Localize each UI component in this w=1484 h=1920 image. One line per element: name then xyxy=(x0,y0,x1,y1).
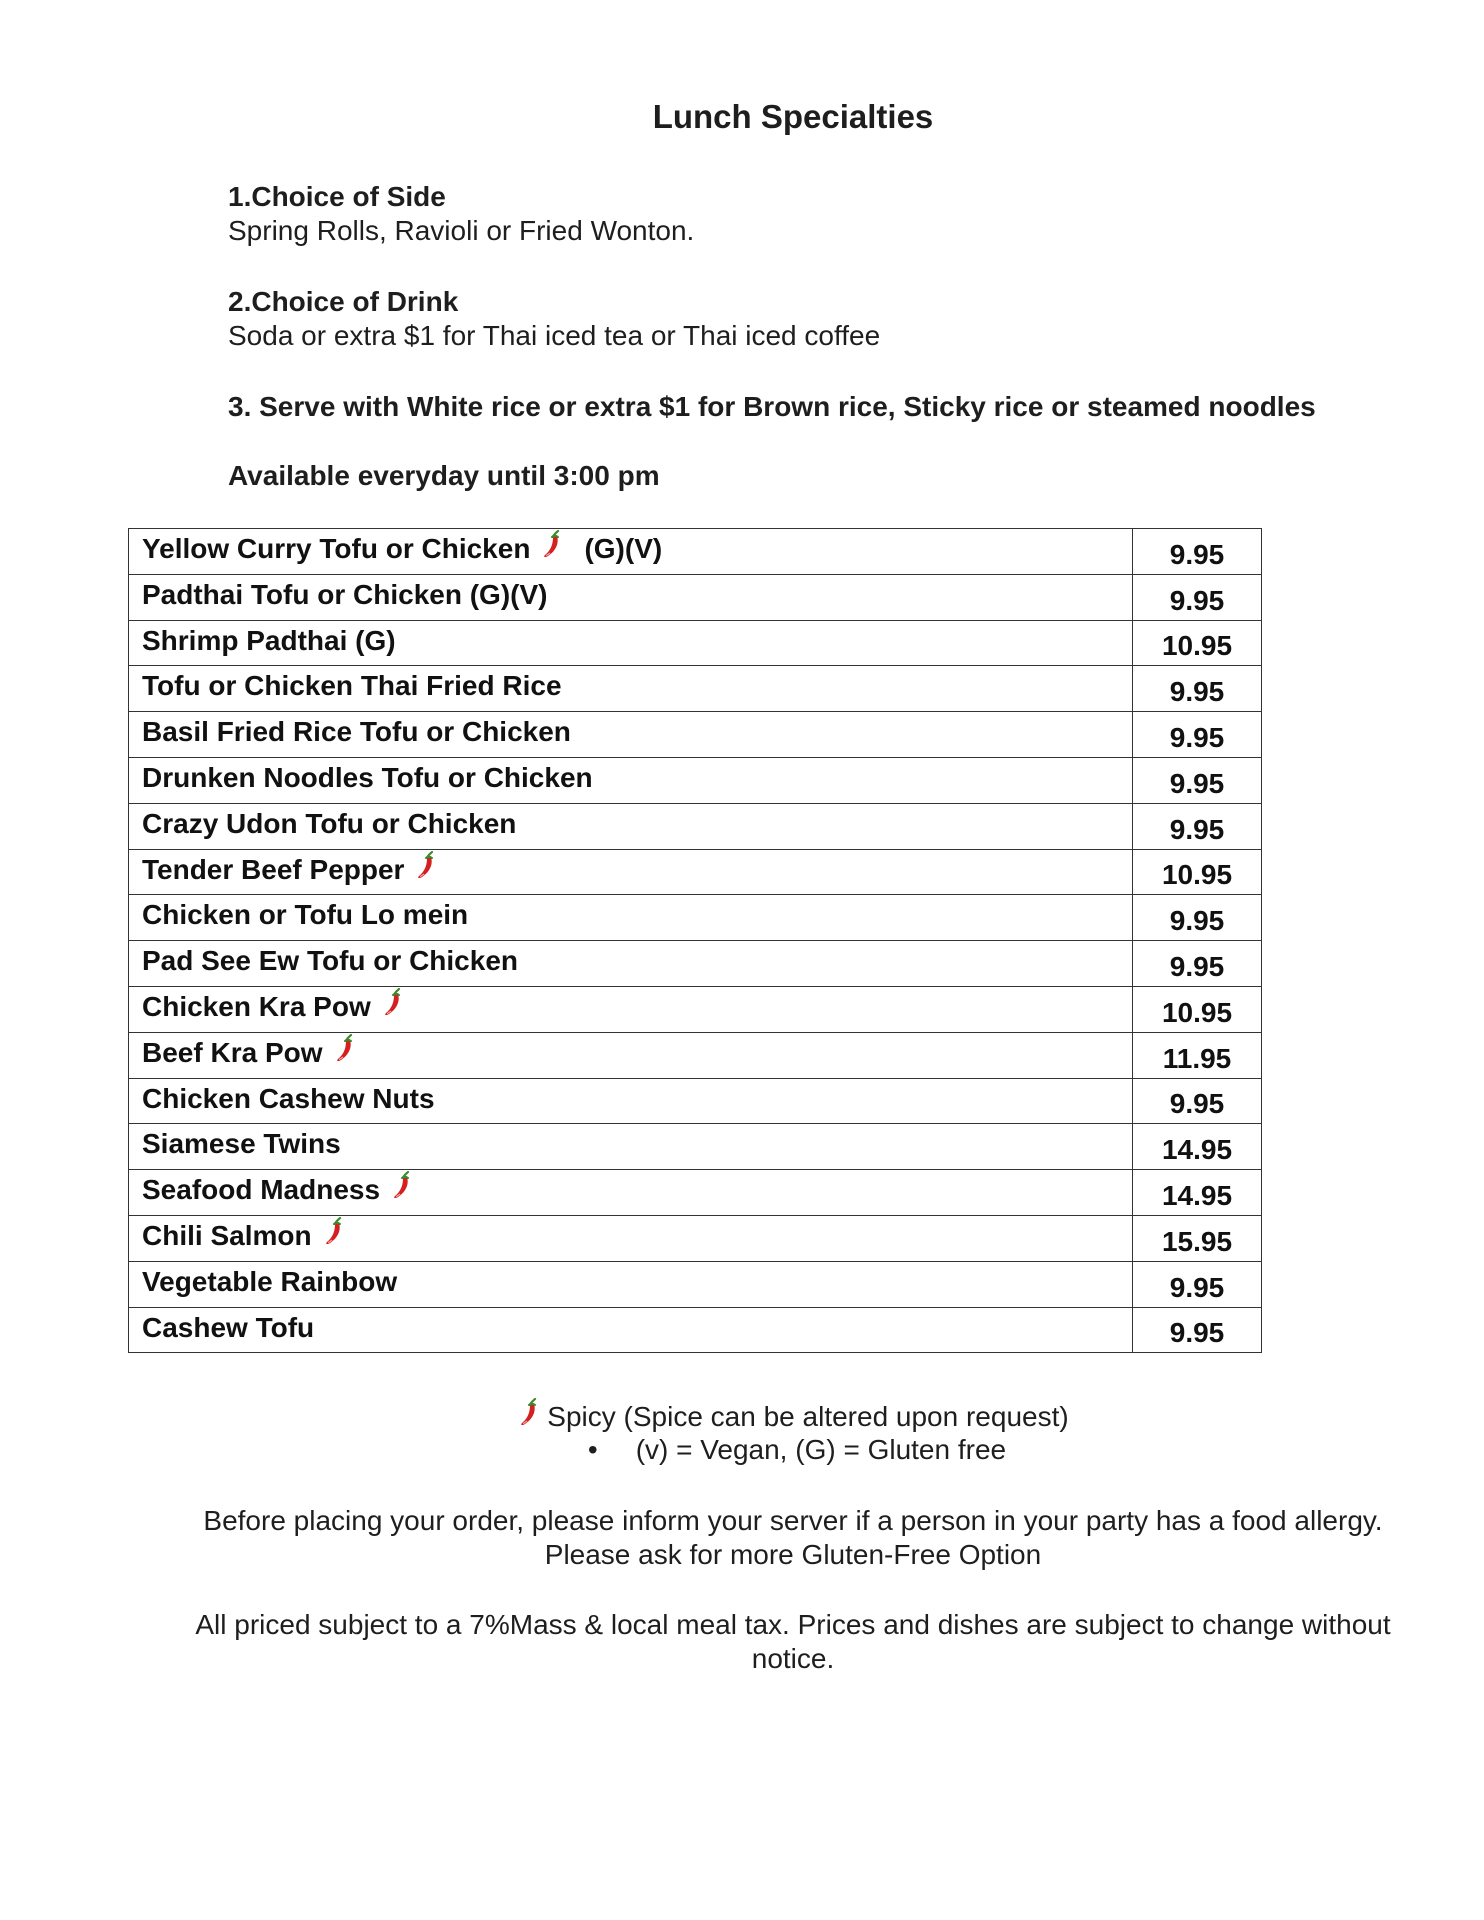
menu-row xyxy=(129,1261,1262,1307)
menu-item-price: 11.95 xyxy=(1133,1032,1262,1078)
menu-item-cell xyxy=(129,1215,1133,1261)
menu-row xyxy=(129,1307,1262,1353)
menu-item-price: 14.95 xyxy=(1133,1124,1262,1170)
menu-item-price: 9.95 xyxy=(1133,1078,1262,1124)
menu-row xyxy=(129,849,1262,895)
menu-table xyxy=(128,528,1262,1353)
menu-row xyxy=(129,895,1262,941)
dietary-legend-text: (v) = Vegan, (G) = Gluten free xyxy=(635,1434,1007,1465)
drink-section xyxy=(228,285,1428,353)
menu-item-cell xyxy=(129,620,1133,666)
spicy-legend-text: Spicy (Spice can be altered upon request) xyxy=(547,1401,1069,1432)
menu-row xyxy=(129,1215,1262,1261)
menu-row xyxy=(129,666,1262,712)
menu-item-name: Chili Salmon xyxy=(142,1219,312,1251)
menu-item-name: Chicken Kra Pow xyxy=(142,990,371,1022)
menu-item-cell xyxy=(129,712,1133,758)
menu-row xyxy=(129,620,1262,666)
menu-row xyxy=(129,941,1262,987)
menu-item-name: Vegetable Rainbow xyxy=(142,1265,398,1297)
allergy-line-1: Before placing your order, please inform your server if a person in your party has a food allergy. xyxy=(203,1505,1383,1536)
menu-item-cell xyxy=(129,1307,1133,1353)
bullet: • xyxy=(587,1434,598,1465)
menu-row xyxy=(129,529,1262,575)
menu-item-cell xyxy=(129,529,1133,575)
menu-item-cell xyxy=(129,1032,1133,1078)
chili-pepper-icon xyxy=(414,851,440,881)
menu-item-price: 15.95 xyxy=(1133,1215,1262,1261)
availability-text: Available everyday until 3:00 pm xyxy=(228,460,660,491)
menu-row xyxy=(129,1124,1262,1170)
menu-row xyxy=(129,803,1262,849)
menu-item-price: 9.95 xyxy=(1133,941,1262,987)
menu-item-cell xyxy=(129,986,1133,1032)
menu-item-cell xyxy=(129,1078,1133,1124)
menu-row xyxy=(129,757,1262,803)
menu-row xyxy=(129,712,1262,758)
menu-item-price: 10.95 xyxy=(1133,986,1262,1032)
menu-item-price: 9.95 xyxy=(1133,529,1262,575)
drink-text: Soda or extra $1 for Thai iced tea or Thai iced coffee xyxy=(228,320,881,351)
menu-item-cell xyxy=(129,849,1133,895)
menu-item-price: 9.95 xyxy=(1133,1261,1262,1307)
menu-row xyxy=(129,1078,1262,1124)
allergy-line-2: Please ask for more Gluten-Free Option xyxy=(544,1539,1042,1570)
menu-row xyxy=(129,574,1262,620)
dietary-legend xyxy=(0,1433,1484,1467)
menu-item-cell xyxy=(129,666,1133,712)
menu-item-name: Padthai Tofu or Chicken (G)(V) xyxy=(142,578,548,610)
menu-item-cell xyxy=(129,803,1133,849)
menu-item-price: 9.95 xyxy=(1133,757,1262,803)
tax-line-2: notice. xyxy=(751,1643,835,1674)
drink-heading: 2.Choice of Drink xyxy=(228,286,459,317)
chili-pepper-icon xyxy=(381,988,407,1018)
menu-item-name: Basil Fried Rice Tofu or Chicken xyxy=(142,716,571,748)
menu-row xyxy=(129,1170,1262,1216)
menu-item-cell xyxy=(129,574,1133,620)
menu-item-price: 14.95 xyxy=(1133,1170,1262,1216)
menu-item-cell xyxy=(129,1170,1133,1216)
rice-heading: 3. Serve with White rice or extra $1 for Brown rice, Sticky rice or steamed noodles xyxy=(228,391,1316,422)
menu-item-price: 10.95 xyxy=(1133,620,1262,666)
rice-section xyxy=(228,390,1428,424)
menu-item-dietary-tags: (G)(V) xyxy=(584,533,663,564)
menu-item-cell xyxy=(129,1261,1133,1307)
menu-item-price: 9.95 xyxy=(1133,895,1262,941)
chili-pepper-icon xyxy=(517,1398,543,1428)
chili-pepper-icon xyxy=(333,1034,359,1064)
tax-line-1: All priced subject to a 7%Mass & local meal tax. Prices and dishes are subject to change without xyxy=(195,1609,1391,1640)
menu-item-cell xyxy=(129,1124,1133,1170)
menu-item-name: Pad See Ew Tofu or Chicken xyxy=(142,945,519,977)
chili-pepper-icon xyxy=(322,1217,348,1247)
menu-item-price: 9.95 xyxy=(1133,803,1262,849)
availability-section xyxy=(228,459,1428,493)
menu-item-name: Drunken Noodles Tofu or Chicken xyxy=(142,761,593,793)
menu-row xyxy=(129,1032,1262,1078)
menu-item-name: Yellow Curry Tofu or Chicken xyxy=(142,533,531,564)
menu-item-name: Chicken Cashew Nuts xyxy=(142,1082,435,1114)
side-heading: 1.Choice of Side xyxy=(228,181,446,212)
menu-item-price: 9.95 xyxy=(1133,1307,1262,1353)
menu-item-cell xyxy=(129,757,1133,803)
menu-item-price: 9.95 xyxy=(1133,712,1262,758)
chili-pepper-icon xyxy=(390,1171,416,1201)
spicy-legend xyxy=(0,1398,1484,1434)
menu-item-name: Beef Kra Pow xyxy=(142,1036,323,1068)
chili-pepper-icon xyxy=(540,530,566,560)
menu-item-price: 9.95 xyxy=(1133,574,1262,620)
menu-item-cell xyxy=(129,895,1133,941)
side-section xyxy=(228,180,1428,248)
menu-item-name: Siamese Twins xyxy=(142,1128,341,1160)
menu-item-name: Seafood Madness xyxy=(142,1174,381,1206)
menu-item-name: Tofu or Chicken Thai Fried Rice xyxy=(142,670,562,702)
menu-item-name: Cashew Tofu xyxy=(142,1311,315,1343)
menu-item-cell xyxy=(129,941,1133,987)
menu-item-name: Shrimp Padthai (G) xyxy=(142,624,396,656)
menu-row xyxy=(129,986,1262,1032)
menu-item-name: Chicken or Tofu Lo mein xyxy=(142,899,469,931)
menu-item-price: 9.95 xyxy=(1133,666,1262,712)
menu-table-body xyxy=(129,529,1262,1353)
side-text: Spring Rolls, Ravioli or Fried Wonton. xyxy=(228,215,695,246)
page-title: Lunch Specialties xyxy=(652,98,934,135)
menu-item-price: 10.95 xyxy=(1133,849,1262,895)
menu-item-name: Tender Beef Pepper xyxy=(142,853,405,885)
menu-item-name: Crazy Udon Tofu or Chicken xyxy=(142,807,517,839)
